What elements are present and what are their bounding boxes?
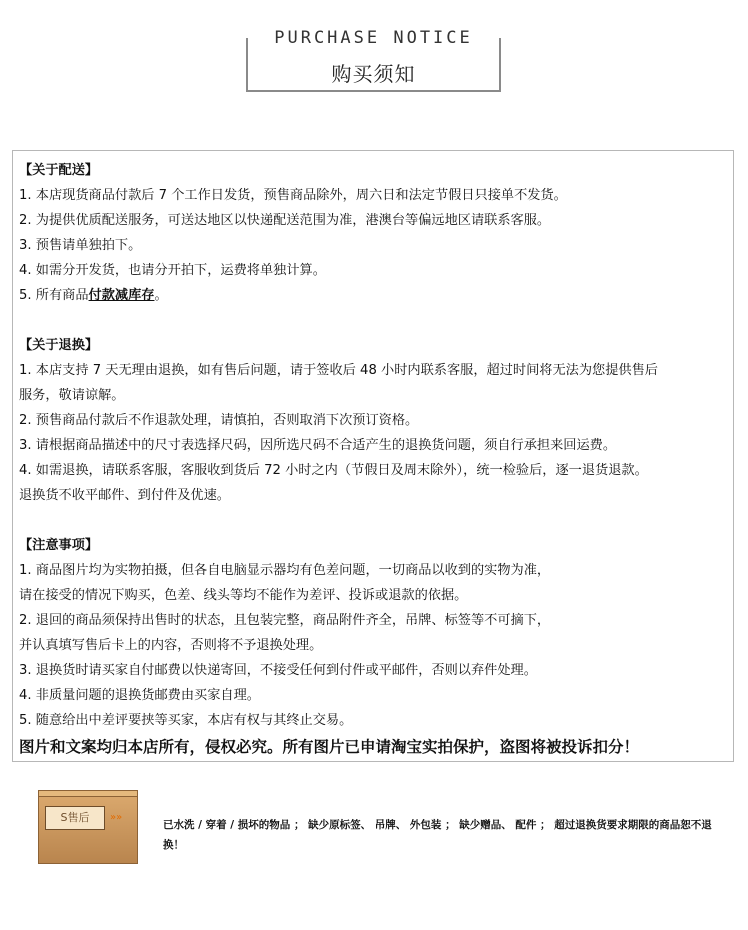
shipping-heading: 【关于配送】 — [19, 163, 99, 178]
shipping-item-5-suffix: 。 — [154, 288, 168, 303]
notes-heading: 【注意事项】 — [19, 538, 99, 553]
notes-item-1-cont: 请在接受的情况下购买，色差、线头等均不能作为差评、投诉或退款的依据。 — [19, 588, 468, 603]
shipping-item-5-prefix: 5. 所有商品 — [19, 288, 89, 303]
returns-item-3: 3. 请根据商品描述中的尺寸表选择尺码，因所选尺码不合适产生的退换货问题，须自行承担来回运费。 — [19, 438, 617, 453]
returns-item-4-cont: 退换货不收平邮件、到付件及优速。 — [19, 488, 230, 503]
arrow-icon: »» — [110, 812, 123, 823]
returns-item-4: 4. 如需退换，请联系客服，客服收到货后 72 小时之内（节假日及周末除外），统一检验后，逐一退货退款。 — [19, 463, 648, 478]
notes-item-3: 3. 退换货时请买家自付邮费以快递寄回，不接受任何到付件或平邮件，否则以弃件处理。 — [19, 663, 537, 678]
notes-item-4: 4. 非质量问题的退换货邮费由买家自理。 — [19, 688, 260, 703]
notes-item-1: 1. 商品图片均为实物拍摄，但各自电脑显示器均有色差问题，一切商品以收到的实物为准， — [19, 563, 551, 578]
notes-item-5: 5. 随意给出中差评要挟等买家，本店有权与其终止交易。 — [19, 713, 353, 728]
notes-item-2: 2. 退回的商品须保持出售时的状态，且包装完整，商品附件齐全，吊牌、标签等不可摘下， — [19, 613, 551, 628]
returns-item-1-cont: 服务，敬请谅解。 — [19, 388, 125, 403]
shipping-item-4: 4. 如需分开发货，也请分开拍下，运费将单独计算。 — [19, 263, 326, 278]
copyright-notice: 图片和文案均归本店所有，侵权必究。所有图片已申请淘宝实拍保护，盗图将被投诉扣分！ — [19, 738, 640, 756]
notes-item-2-cont: 并认真填写售后卡上的内容，否则将不予退换处理。 — [19, 638, 323, 653]
after-sale-label-text: S售后 — [60, 811, 90, 824]
notice-content — [19, 158, 734, 761]
footer-text: 已水洗 / 穿着 / 损坏的物品 ； 缺少原标签、 吊牌、 外包装 ； 缺少赠品、 配件 ； 超过退换货要求期限的商品恕不退换！ — [163, 819, 712, 851]
returns-heading: 【关于退换】 — [19, 338, 99, 353]
returns-item-1: 1. 本店支持 7 天无理由退换，如有售后问题，请于签收后 48 小时内联系客服，超过时间将无法为您提供售后 — [19, 363, 658, 378]
shipping-item-5 — [19, 283, 734, 308]
shipping-item-2: 2. 为提供优质配送服务，可送达地区以快递配送范围为准，港澳台等偏远地区请联系客服。 — [19, 213, 551, 228]
after-sale-label — [45, 806, 105, 830]
shipping-item-3: 3. 预售请单独拍下。 — [19, 238, 142, 253]
header — [0, 0, 748, 110]
page-title: 购买须知 — [331, 62, 416, 86]
returns-item-2: 2. 预售商品付款后不作退款处理，请慎拍，否则取消下次预订资格。 — [19, 413, 419, 428]
shipping-item-5-emphasis: 付款减库存 — [88, 288, 155, 303]
footer — [0, 790, 748, 880]
shipping-item-1: 1. 本店现货商品付款后 7 个工作日发货，预售商品除外，周六日和法定节假日只接单不发货。 — [19, 188, 567, 203]
title-english: PURCHASE NOTICE — [236, 28, 511, 50]
